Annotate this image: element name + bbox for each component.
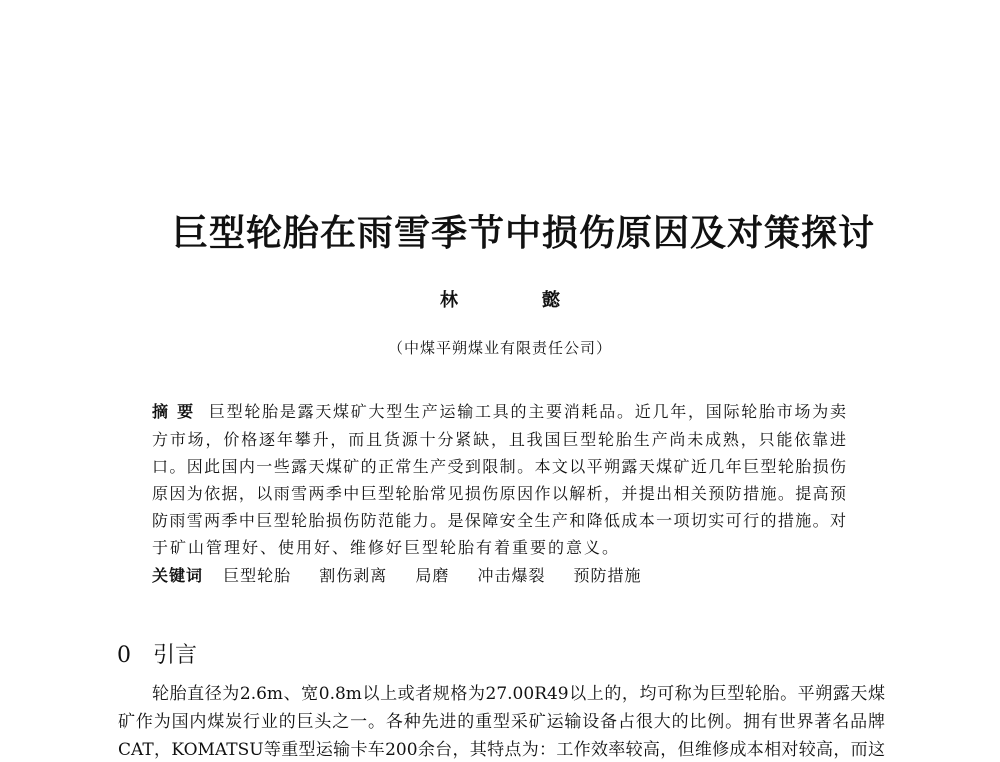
keyword: 巨型轮胎 <box>223 566 292 585</box>
keyword: 冲击爆裂 <box>477 566 546 585</box>
author <box>440 286 560 312</box>
paper-title: 巨型轮胎在雨雪季节中损伤原因及对策探讨 <box>172 212 876 254</box>
section-title: 引言 <box>153 643 198 668</box>
abstract-line <box>152 401 846 423</box>
keywords <box>152 565 846 587</box>
abstract-line: 防雨雪两季中巨型轮胎损伤防范能力。是保障安全生产和降低成本一项切实可行的措施。对 <box>152 511 846 530</box>
abstract-label: 摘 要 <box>152 402 195 421</box>
abstract-line: 方市场，价格逐年攀升，而且货源十分紧缺，且我国巨型轮胎生产尚未成熟，只能依靠进 <box>152 430 846 449</box>
keyword: 局磨 <box>415 566 450 585</box>
author-given-name: 懿 <box>542 290 560 311</box>
body-line: 矿作为国内煤炭行业的巨头之一。各种先进的重型采矿运输设备占很大的比例。拥有世界著名品牌 <box>118 712 885 732</box>
body-line: CAT，KOMATSU等重型运输卡车200余台，其特点为：工作效率较高，但维修成本相对较高，而这 <box>118 740 885 760</box>
section-number: 0 <box>117 643 131 668</box>
affiliation: （中煤平朔煤业有限责任公司） <box>387 339 612 357</box>
author-surname: 林 <box>440 290 458 311</box>
keywords-label: 关键词 <box>152 566 204 585</box>
abstract-line: 口。因此国内一些露天煤矿的正常生产受到限制。本文以平朔露天煤矿近几年巨型轮胎损伤 <box>152 457 846 476</box>
abstract-text: 巨型轮胎是露天煤矿大型生产运输工具的主要消耗品。近几年，国际轮胎市场为卖 <box>208 402 846 421</box>
keyword: 割伤剥离 <box>319 566 388 585</box>
abstract-line: 于矿山管理好、使用好、维修好巨型轮胎有着重要的意义。 <box>152 538 621 557</box>
abstract-line: 原因为依据，以雨雪两季中巨型轮胎常见损伤原因作以解析，并提出相关预防措施。提高预 <box>152 484 846 503</box>
body-line: 轮胎直径为2.6m、宽0.8m以上或者规格为27.00R49以上的，均可称为巨型轮胎。平朔露天煤 <box>152 684 885 704</box>
keyword: 预防措施 <box>573 566 642 585</box>
section-heading <box>117 638 219 669</box>
